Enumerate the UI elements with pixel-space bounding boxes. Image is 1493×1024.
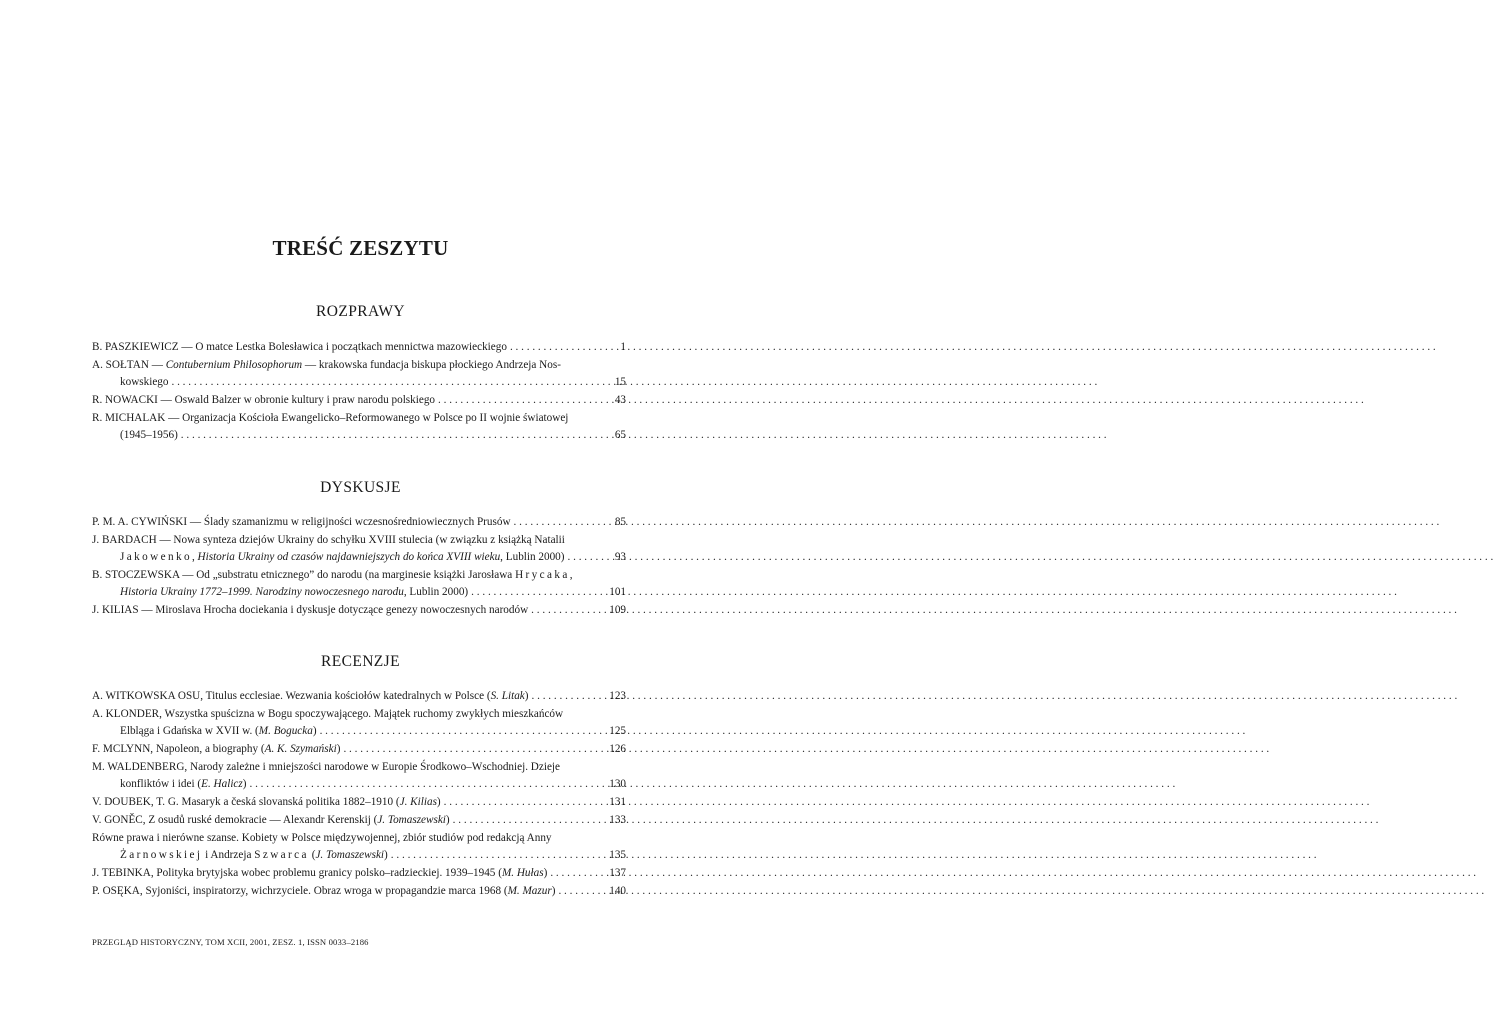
- entry-text-fragment: V. GONĚC, Z osudů ruské demokracie — Alexandr Kerenskij (: [92, 814, 378, 827]
- toc-entry-continuation: [92, 427, 626, 444]
- toc-entry: [92, 567, 626, 600]
- entry-text-fragment: ,: [569, 568, 573, 581]
- section-heading-rozprawy: ROZPRAWY: [316, 303, 405, 320]
- reviewer-name: M. Bogucka: [258, 724, 313, 737]
- reviewer-name: A. K. Szymański: [264, 742, 337, 755]
- toc-entry-continuation: [92, 776, 626, 793]
- toc-entry-text: [120, 847, 388, 864]
- page-footer: PRZEGLĄD HISTORYCZNY, TOM XCII, 2001, ZESZ. 1, ISSN 0033–2186: [92, 937, 369, 947]
- toc-entry: [92, 759, 626, 792]
- toc-entry-text: [120, 584, 468, 601]
- entry-text-fragment: J. TEBINKA, Polityka brytyjska wobec problemu granicy polsko–radzieckiej. 1939–1945 (: [92, 867, 502, 880]
- page-number: 123: [609, 690, 626, 702]
- page-number: 131: [609, 795, 626, 808]
- entry-text-fragment: (1945–1956): [120, 428, 178, 441]
- toc-entry-text: [92, 357, 561, 374]
- page-number: 109: [609, 603, 626, 616]
- toc-entry-line: [92, 830, 626, 847]
- toc-entry-text: [92, 514, 511, 531]
- toc-entry-text: [92, 688, 529, 705]
- entry-text-fragment: ): [551, 885, 556, 898]
- toc-entry-line: [92, 688, 626, 705]
- toc-entry-text: [92, 759, 560, 776]
- toc-entry-text: [92, 567, 573, 584]
- entry-text-fragment: ): [242, 777, 247, 790]
- dot-leader: [550, 865, 604, 882]
- reviewer-name: J. Tomaszewski: [377, 814, 446, 827]
- dot-leader: [532, 688, 605, 705]
- toc-entry-line: [92, 602, 626, 619]
- page-number: 93: [614, 550, 626, 563]
- entry-text-fragment: F. MCLYNN, Napoleon, a biography (: [92, 742, 265, 755]
- reviewer-name: Historia Ukrainy 1772–1999. Narodziny nowoczesnego narodu: [120, 585, 404, 598]
- toc-entry-continuation: [92, 847, 626, 864]
- toc-entry: [92, 706, 626, 739]
- entry-text-fragment: P. OSĘKA, Syjoniści, inspiratorzy, wichrzyciele. Obraz wroga w propagandzie marca 1968 (: [92, 885, 508, 898]
- toc-entry-line: [92, 339, 626, 356]
- toc-entry-continuation: [92, 374, 626, 391]
- entry-text-fragment: Szwarca: [254, 848, 309, 861]
- toc-entry-text: [120, 427, 178, 444]
- toc-entry: [92, 357, 626, 390]
- toc-entry-line: [92, 865, 626, 882]
- page-number: 101: [609, 585, 626, 598]
- entry-text-fragment: R. MICHALAK — Organizacja Kościoła Ewangelicko–Reformowanego w Polsce po II wojnie światowej: [92, 412, 569, 425]
- reviewer-name: M. Mazur: [507, 885, 552, 898]
- toc-entry: [92, 514, 626, 531]
- dot-leader: [558, 883, 604, 900]
- entry-text-fragment: ): [336, 742, 341, 755]
- reviewer-name: M. Hułas: [501, 867, 544, 880]
- entry-text-fragment: ): [524, 690, 529, 702]
- page-number: 85: [614, 516, 626, 528]
- section-list-recenzje: [92, 688, 626, 901]
- entry-text-fragment: ): [445, 814, 450, 827]
- entry-text-fragment: Elbląga i Gdańska w XVII w. (: [120, 724, 259, 737]
- toc-entry: [92, 830, 626, 863]
- entry-text-fragment: kowskiego: [120, 375, 169, 388]
- section-list-rozprawy: [92, 339, 626, 445]
- toc-entry-text: [92, 706, 563, 723]
- toc-entry-line: [92, 759, 626, 776]
- section-heading-dyskusje: DYSKUSJE: [320, 479, 401, 496]
- entry-text-fragment: ): [312, 724, 317, 737]
- page-number: 130: [609, 777, 626, 790]
- entry-text-fragment: (: [308, 848, 316, 861]
- entry-text-fragment: B. STOCZEWSKA — Od „substratu etnicznego” do narodu (na marginesie książki Jarosława: [92, 568, 516, 581]
- toc-entry-line: [92, 532, 626, 549]
- toc-entry-line: [92, 392, 626, 409]
- page-number: 133: [609, 814, 626, 827]
- dot-leader: [568, 549, 608, 566]
- entry-text-fragment: R. NOWACKI — Oswald Balzer w obronie kultury i praw narodu polskiego: [92, 393, 436, 406]
- entry-text-fragment: B. PASZKIEWICZ — O matce Lestka Bolesławica i początkach mennictwa mazowieckiego: [92, 341, 507, 353]
- entry-text-fragment: V. DOUBEK, T. G. Masaryk a česká slovanská politika 1882–1910 (: [92, 795, 400, 808]
- toc-entry-text: [92, 741, 340, 758]
- page-title: TREŚĆ ZESZYTU: [272, 236, 449, 260]
- dot-leader: [343, 741, 604, 758]
- toc-entry: [92, 812, 626, 829]
- toc-entry-line: [92, 741, 626, 758]
- toc-entry: [92, 339, 626, 356]
- entry-text-fragment: Jakowenko: [120, 550, 192, 563]
- toc-entry-text: [92, 830, 552, 847]
- toc-entry-text: [92, 532, 565, 549]
- entry-text-fragment: Równe prawa i nierówne szanse. Kobiety w Polsce międzywojennej, zbiór studiów pod redakcją Anny: [92, 832, 552, 845]
- toc-entry-text: [92, 392, 435, 409]
- entry-text-fragment: J. KILIAS — Miroslava Hrocha dociekania i dyskusje dotyczące genezy nowoczesnych narodów: [92, 603, 529, 616]
- toc-entry: [92, 865, 626, 882]
- toc-entry-continuation: [92, 549, 626, 566]
- entry-text-fragment: ): [436, 795, 441, 808]
- section-list-dyskusje: [92, 514, 626, 620]
- page-number: 15: [614, 375, 626, 388]
- page-number: 126: [609, 742, 626, 755]
- toc-entry: [92, 410, 626, 443]
- toc-entry-text: [120, 549, 565, 566]
- reviewer-name: J. Kilias: [399, 795, 437, 808]
- dot-leader: [171, 374, 607, 391]
- toc-entry-line: [92, 794, 626, 811]
- toc-entry-text: [92, 812, 450, 829]
- toc-entry-text: [120, 374, 168, 391]
- entry-text-fragment: A. KLONDER, Wszystka spuścizna w Bogu spoczywającego. Majątek ruchomy zwykłych mieszkańców: [92, 708, 564, 721]
- entry-text-fragment: A. SOŁTAN —: [92, 359, 166, 372]
- entry-text-fragment: M. WALDENBERG, Narody zależne i mniejszości narodowe w Europie Środkowo–Wschodniej. Dzieje: [92, 761, 560, 774]
- toc-entry-line: [92, 357, 626, 374]
- toc-entry-text: [92, 865, 547, 882]
- toc-entry-continuation: [92, 723, 626, 740]
- entry-text-fragment: ): [384, 848, 388, 861]
- dot-leader: [444, 794, 605, 811]
- reviewer-name: S. Litak: [490, 690, 525, 702]
- reviewer-name: Historia Ukrainy od czasów najdawniejszych do końca XVIII wieku: [197, 550, 501, 563]
- page-number: 125: [609, 724, 626, 737]
- toc-entry-text: [92, 602, 528, 619]
- toc-entry-text: [92, 794, 441, 811]
- dot-leader: [320, 723, 605, 740]
- dot-leader: [514, 514, 607, 531]
- toc-entry-line: [92, 567, 626, 584]
- dot-leader: [510, 339, 607, 356]
- dot-leader: [453, 812, 605, 829]
- dot-leader: [181, 427, 607, 444]
- dot-leader: [391, 847, 604, 864]
- entry-text-fragment: ,: [191, 550, 198, 563]
- page-number: 43: [614, 393, 626, 406]
- toc-entry-line: [92, 410, 626, 427]
- entry-text-fragment: i Andrzeja: [202, 848, 255, 861]
- toc-entry-continuation: [92, 584, 626, 601]
- dot-leader: [438, 392, 607, 409]
- dot-leader: [531, 602, 604, 619]
- page-number: 135: [609, 848, 626, 861]
- toc-entry-line: [92, 514, 626, 531]
- entry-text-fragment: J. BARDACH — Nowa synteza dziejów Ukrainy do schyłku XVIII stulecia (w związku z książką Natalii: [92, 534, 565, 547]
- entry-text-fragment: , Lublin 2000): [403, 585, 469, 598]
- toc-entry: [92, 392, 626, 409]
- page-number: 1: [620, 341, 626, 353]
- dot-leader: [249, 776, 604, 793]
- entry-text-fragment: P. M. A. CYWIŃSKI — Ślady szamanizmu w religijności wczesnośredniowiecznych Prusów: [92, 516, 511, 528]
- dot-leader: [471, 584, 604, 601]
- entry-text-fragment: — krakowska fundacja biskupa płockiego Andrzeja Nos-: [302, 359, 561, 372]
- entry-text-fragment: Żarnowskiej: [120, 848, 203, 861]
- toc-entry-text: [92, 410, 568, 427]
- reviewer-name: Contubernium Philosophorum: [165, 359, 303, 372]
- toc-entry-line: [92, 883, 626, 900]
- toc-entry-line: [92, 706, 626, 723]
- section-heading-recenzje: RECENZJE: [321, 653, 400, 670]
- toc-entry: [92, 602, 626, 619]
- toc-entry-text: [120, 723, 317, 740]
- toc-entry-line: [92, 812, 626, 829]
- entry-text-fragment: Hrycaka: [515, 568, 570, 581]
- reviewer-name: J. Tomaszewski: [315, 848, 385, 861]
- toc-entry-text: [120, 776, 246, 793]
- entry-text-fragment: konfliktów i idei (: [120, 777, 202, 790]
- toc-entry: [92, 688, 626, 705]
- toc-entry: [92, 741, 626, 758]
- page-number: 137: [609, 867, 626, 880]
- toc-page: [0, 0, 721, 1024]
- entry-text-fragment: ): [543, 867, 548, 880]
- entry-text-fragment: , Lublin 2000): [500, 550, 565, 563]
- entry-text-fragment: A. WITKOWSKA OSU, Titulus ecclesiae. Wezwania kościołów katedralnych w Polsce (: [92, 690, 491, 702]
- toc-entry-text: [92, 883, 555, 900]
- page-number: 140: [609, 885, 626, 898]
- toc-entry: [92, 883, 626, 900]
- toc-entry-text: [92, 339, 507, 356]
- reviewer-name: E. Halicz: [201, 777, 243, 790]
- page-number: 65: [614, 428, 626, 441]
- toc-entry: [92, 532, 626, 565]
- toc-entry: [92, 794, 626, 811]
